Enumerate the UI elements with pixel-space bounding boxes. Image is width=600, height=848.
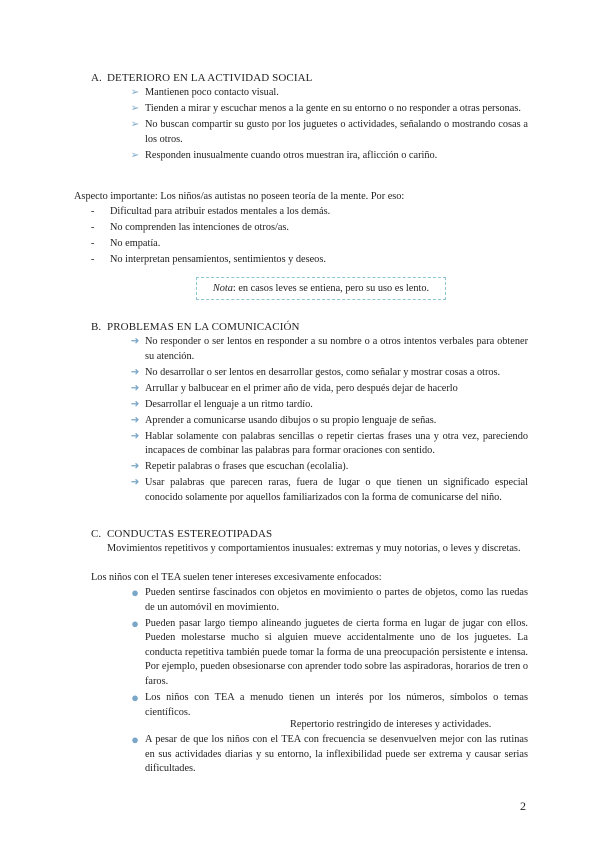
list-item: ➢ Mantienen poco contacto visual. [145,86,528,101]
list-item: - No interpretan pensamientos, sentimientos y deseos. [110,253,530,268]
note-text: : en casos leves se entiena, pero su uso es lento. [232,283,430,294]
section-b-letter: B. [91,321,102,333]
repertorio-line: Repertorio restringido de intereses y actividades. [290,719,492,730]
list-item: - No empatía. [110,237,530,252]
aspecto-list [91,205,530,269]
section-c-letter: C. [91,528,102,540]
arrow-bullet-icon: ➜ [130,461,140,473]
arrowhead-bullet-icon: ➢ [130,87,140,98]
list-item: ➜ Hablar solamente con palabras sencillas o repetir ciertas frases una y otra vez, pareciendo incapaces de combinar las palabras para formar oraciones con sentido. [145,430,528,459]
list-item: ➢ Responden inusualmente cuando otros muestran ira, aflicción o cariño. [145,149,528,164]
arrow-bullet-icon: ➜ [130,414,140,426]
note-box [196,277,446,300]
list-item: ➜ Usar palabras que parecen raras, fuera de lugar o que tienen un significado especial conocido solamente por aquellos familiarizados con la forma de comunicarse del niño. [145,476,528,505]
dot-bullet-icon: ● [131,585,139,600]
section-c-list-final [131,732,528,778]
section-b-heading [91,320,300,335]
list-item: ➜ No desarrollar o ser lentos en desarrollar gestos, como señalar y mostrar cosas a otros. [145,366,528,381]
dash-bullet-icon: - [91,237,95,249]
list-item: - Dificultad para atribuir estados mentales a los demás. [110,205,530,220]
arrow-bullet-icon: ➜ [130,366,140,378]
section-c-heading [91,527,272,542]
arrow-bullet-icon: ➜ [130,398,140,410]
section-a-list [130,86,528,165]
section-a-title: DETERIORO EN LA ACTIVIDAD SOCIAL [107,72,313,84]
section-c-title: CONDUCTAS ESTEREOTIPADAS [107,528,273,540]
dash-bullet-icon: - [91,206,95,217]
note-label: Nota [212,283,233,294]
dot-bullet-icon: ● [131,689,139,705]
arrow-bullet-icon: ➜ [130,336,140,347]
list-item: ● Los niños con TEA a menudo tienen un interés por los números, símbolos o temas científicos. [145,691,528,720]
section-b-list [130,335,528,507]
list-item: ➢ Tienden a mirar y escuchar menos a la gente en su entorno o no responder a otras personas. [145,102,528,117]
list-item: ➜ Aprender a comunicarse usando dibujos o su propio lenguaje de señas. [145,414,528,429]
section-a-letter: A. [91,72,102,84]
dash-bullet-icon: - [91,221,95,233]
list-item: ● Pueden pasar largo tiempo alineando juguetes de cierta forma en lugar de jugar con ellos. Pueden molestarse mucho si alguien mueve accidentalmente uno de los juguetes. La conducta repetitiva también puede tomar la forma de una preocupación persistente e intensa. Por ejemplo, pueden obsesionarse con aprender todo sobre las aspiradoras, horarios de tren o faros. [145,617,528,690]
section-b-title: PROBLEMAS EN LA COMUNICACIÓN [107,321,300,333]
list-item: ➜ No responder o ser lentos en responder a su nombre o a otros intentos verbales para obtener su atención. [145,335,528,364]
arrow-bullet-icon: ➜ [130,430,140,442]
dash-bullet-icon: - [91,253,95,265]
arrow-bullet-icon: ➜ [130,477,140,489]
list-item: ➜ Arrullar y balbucear en el primer año de vida, pero después dejar de hacerlo [145,382,528,397]
arrowhead-bullet-icon: ➢ [130,102,140,114]
list-item: ➢ No buscan compartir su gusto por los juguetes o actividades, señalando o mostrando cosas a los otros. [145,118,528,147]
list-item: ● A pesar de que los niños con el TEA con frecuencia se desenvuelven mejor con las rutinas en sus actividades diarias y su entorno, la inflexibilidad puede ser extrema y causar serias dificultades. [145,733,528,777]
section-c-intro: Los niños con el TEA suelen tener intereses excesivamente enfocados: [91,572,382,583]
list-item: ● Pueden sentirse fascinados con objetos en movimiento o partes de objetos, como las ruedas de un automóvil en movimiento. [145,586,528,615]
section-c-paragraph: Movimientos repetitivos y comportamientos inusuales: extremas y muy notorias, o leves y discretas. [107,543,521,554]
arrowhead-bullet-icon: ➢ [130,118,140,130]
list-item: - No comprenden las intenciones de otros/as. [110,221,530,236]
arrow-bullet-icon: ➜ [130,382,140,394]
list-item: ➜ Desarrollar el lenguaje a un ritmo tardío. [145,398,528,413]
section-c-list [131,585,528,722]
aspecto-intro: Aspecto importante: Los niños/as autistas no poseen teoría de la mente. Por eso: [74,191,405,202]
dot-bullet-icon: ● [131,615,139,631]
dot-bullet-icon: ● [131,732,139,747]
page-number: 2 [520,799,526,813]
list-item: ➜ Repetir palabras o frases que escuchan (ecolalia). [145,460,528,475]
section-a-heading [91,71,312,86]
arrowhead-bullet-icon: ➢ [130,149,140,161]
